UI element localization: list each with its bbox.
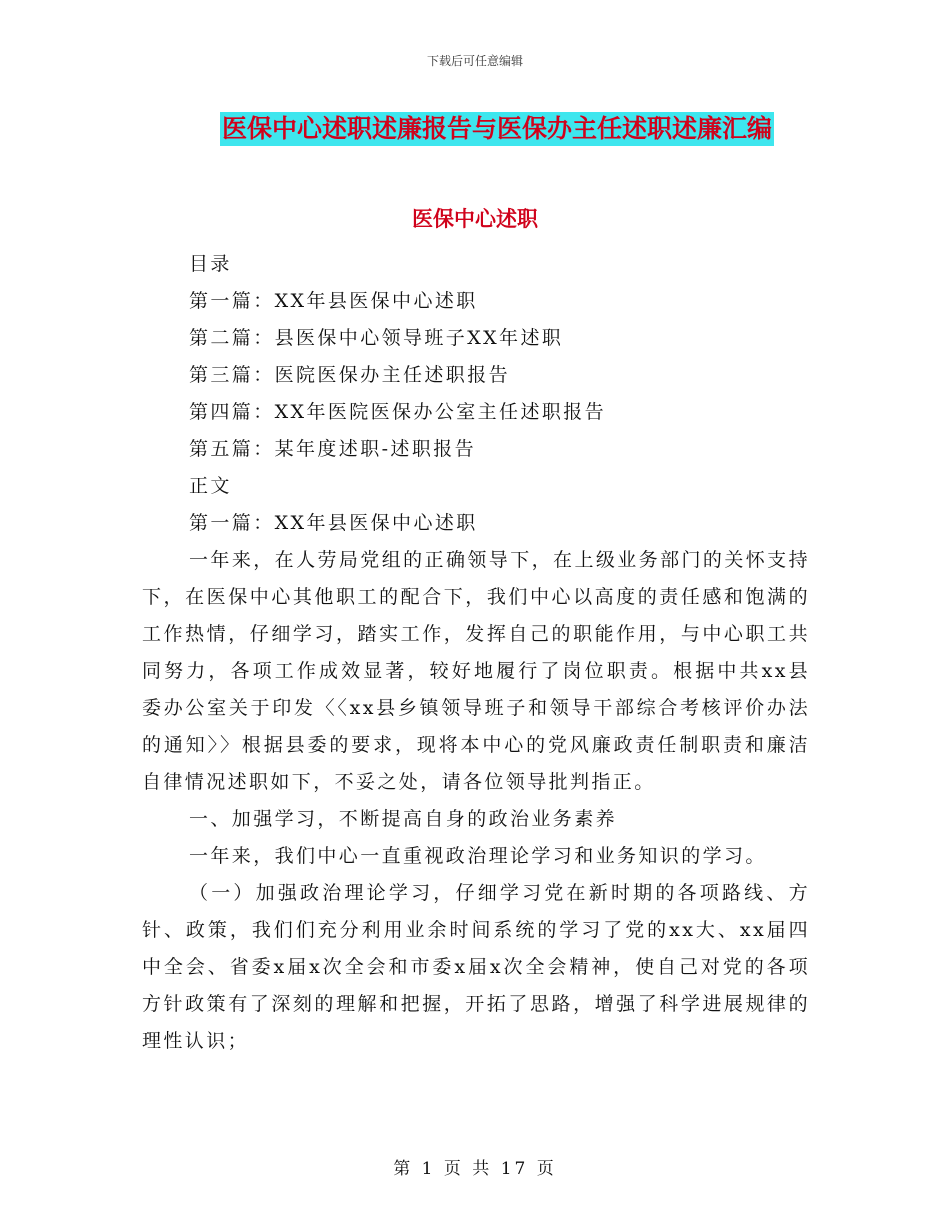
paragraph-intro: 一年来，在人劳局党组的正确领导下，在上级业务部门的关怀支持下，在医保中心其他职工的配合下，我们中心以高度的责任感和饱满的工作热情，仔细学习，踏实工作，发挥自己的职能作用，与中心职工共同努力，各项工作成效显著，较好地履行了岗位职责。根据中共xx县委办公室关于印发〈〈xx县乡镇领导班子和领导干部综合考核评价办法的通知〉〉根据县委的要求，现将本中心的党风廉政责任制职责和廉洁自律情况述职如下，不妥之处，请各位领导批判指正。 bbox=[142, 549, 810, 793]
page-footer-indicator: 第 1 页 共 17 页 bbox=[393, 1159, 557, 1179]
chapter-title: 第一篇：XX年县医保中心述职 bbox=[189, 512, 478, 534]
section-heading: 一、加强学习，不断提高自身的政治业务素养 bbox=[189, 808, 618, 830]
document-title: 医保中心述职述廉报告与医保办主任述职述廉汇编 bbox=[220, 112, 774, 146]
toc-item: 第一篇：XX年县医保中心述职 bbox=[189, 290, 478, 312]
document-title-container bbox=[0, 112, 950, 146]
page-header-note: 下载后可任意编辑 bbox=[426, 54, 523, 68]
toc-item: 第二篇：县医保中心领导班子XX年述职 bbox=[189, 327, 564, 349]
paragraph-political-study: （一）加强政治理论学习，仔细学习党在新时期的各项路线、方针、政策，我们们充分利用业余时间系统的学习了党的xx大、xx届四中全会、省委x届x次全会和市委x届x次全会精神，使自己对党的各项方针政策有了深刻的理解和把握，开拓了思路，增强了科学进展规律的理性认识； bbox=[142, 882, 810, 1052]
toc-item: 第三篇：医院医保办主任述职报告 bbox=[189, 364, 511, 386]
document-body bbox=[142, 246, 810, 1060]
paragraph-study: 一年来，我们中心一直重视政治理论学习和业务知识的学习。 bbox=[189, 845, 767, 867]
toc-item: 第四篇：XX年医院医保办公室主任述职报告 bbox=[189, 401, 607, 423]
main-heading: 正文 bbox=[189, 475, 232, 497]
toc-heading: 目录 bbox=[189, 253, 232, 275]
toc-item: 第五篇：某年度述职-述职报告 bbox=[189, 438, 477, 460]
section-title: 医保中心述职 bbox=[412, 207, 538, 231]
